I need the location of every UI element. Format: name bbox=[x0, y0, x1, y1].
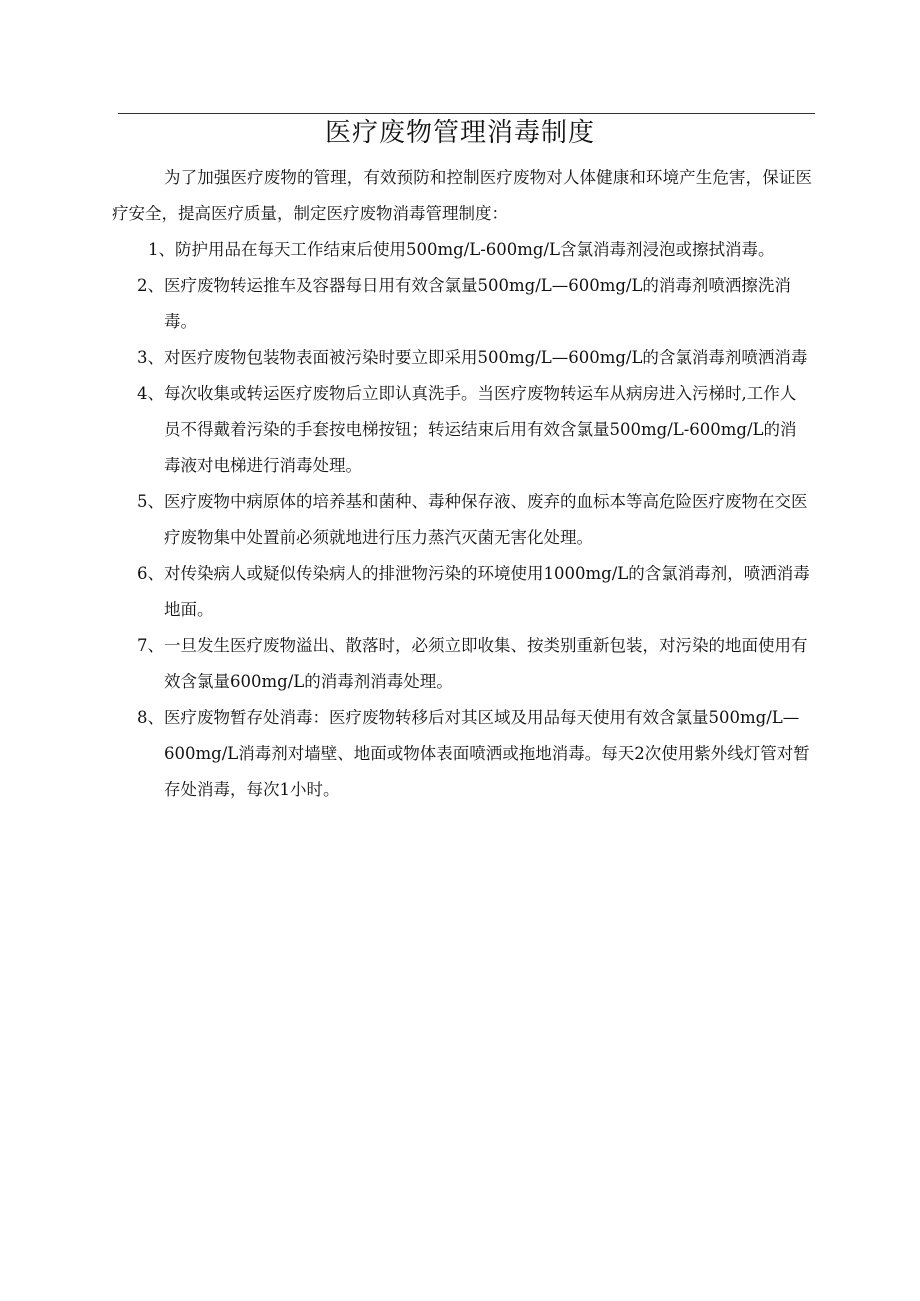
rule-text: 对传染病人或疑似传染病人的排泄物污染的环境使用1000mg/L的含氯消毒剂，喷洒消毒地面。 bbox=[164, 564, 810, 619]
rule-item-4 bbox=[112, 376, 812, 484]
rule-item-1 bbox=[112, 232, 812, 268]
rule-text: 一旦发生医疗废物溢出、散落时，必须立即收集、按类别重新包装，对污染的地面使用有效含氯量600mg/L的消毒剂消毒处理。 bbox=[164, 636, 808, 691]
document-body bbox=[112, 160, 812, 808]
document-title: 医疗废物管理消毒制度 bbox=[324, 118, 595, 148]
rule-text: 对医疗废物包装物表面被污染时要立即采用500mg/L—600mg/L的含氯消毒剂喷洒消毒 bbox=[164, 348, 808, 367]
rule-list bbox=[112, 232, 812, 808]
rule-item-3 bbox=[112, 340, 812, 376]
rule-text: 医疗废物转运推车及容器每日用有效含氯量500mg/L—600mg/L的消毒剂喷洒擦洗消毒。 bbox=[164, 276, 791, 331]
rule-number: 3、 bbox=[137, 348, 164, 367]
rule-number: 1、 bbox=[148, 240, 175, 259]
rule-number: 8、 bbox=[137, 708, 164, 727]
rule-number: 7、 bbox=[137, 636, 164, 655]
rule-text: 医疗废物暂存处消毒：医疗废物转移后对其区域及用品每天使用有效含氯量500mg/L—600mg/L消毒剂对墙壁、地面或物体表面喷洒或拖地消毒。每天2次使用紫外线灯管对暂存处消毒，每次1小时。 bbox=[164, 708, 810, 799]
rule-item-2 bbox=[112, 268, 812, 340]
rule-number: 6、 bbox=[137, 564, 164, 583]
rule-item-7 bbox=[112, 628, 812, 700]
rule-number: 2、 bbox=[137, 276, 164, 295]
rule-item-6 bbox=[112, 556, 812, 628]
rule-number: 5、 bbox=[137, 492, 164, 511]
rule-text: 每次收集或转运医疗废物后立即认真洗手。当医疗废物转运车从病房进入污梯时,工作人员不得戴着污染的手套按电梯按钮；转运结束后用有效含氯量500mg/L-600mg/L的消毒液对电梯进行消毒处理。 bbox=[164, 384, 797, 475]
rule-item-5 bbox=[112, 484, 812, 556]
rule-number: 4、 bbox=[137, 384, 164, 403]
rule-text: 医疗废物中病原体的培养基和菌种、毒种保存液、废弃的血标本等高危险医疗废物在交医疗废物集中处置前必须就地进行压力蒸汽灭菌无害化处理。 bbox=[164, 492, 808, 547]
intro-paragraph: 为了加强医疗废物的管理，有效预防和控制医疗废物对人体健康和环境产生危害，保证医疗安全，提高医疗质量，制定医疗废物消毒管理制度： bbox=[112, 168, 812, 223]
rule-item-8 bbox=[112, 700, 812, 808]
rule-text: 防护用品在每天工作结束后使用500mg/L-600mg/L含氯消毒剂浸泡或擦拭消毒。 bbox=[175, 240, 775, 259]
